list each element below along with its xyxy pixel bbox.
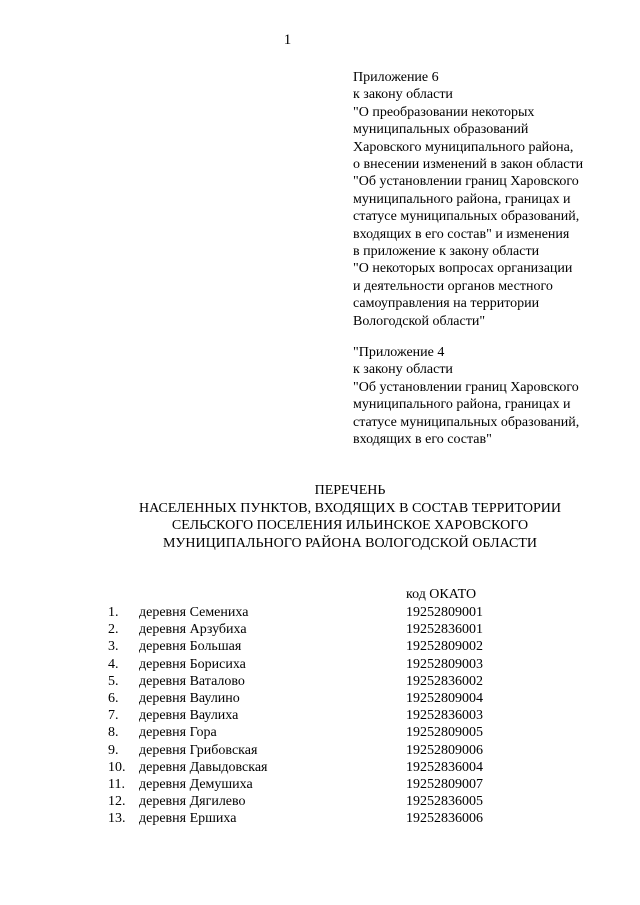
item-name: деревня Ершиха (139, 811, 237, 827)
item-number: 5. (108, 673, 119, 689)
annex-line: к закону области (353, 362, 453, 378)
item-okato-code: 19252836001 (406, 622, 483, 638)
item-okato-code: 19252809003 (406, 656, 483, 672)
item-name: деревня Давыдовская (139, 759, 268, 775)
item-number: 2. (108, 622, 119, 638)
document-title (60, 482, 640, 552)
item-number: 13. (108, 811, 126, 827)
annex-line: муниципальных образований (353, 122, 529, 138)
item-number: 1. (108, 605, 119, 620)
annex-line: статусе муниципальных образований, (353, 414, 580, 430)
list-item (0, 656, 640, 673)
item-okato-code: 19252836002 (406, 673, 483, 689)
item-number: 6. (108, 690, 119, 706)
item-okato-code: 19252836005 (406, 794, 483, 810)
item-name: деревня Борисиха (139, 656, 246, 672)
settlement-rows (0, 604, 640, 827)
annex-4-header (353, 344, 623, 448)
item-okato-code: 19252809001 (406, 605, 483, 620)
annex-line: входящих в его состав" и изменения (353, 226, 570, 242)
item-okato-code: 19252836006 (406, 811, 483, 827)
item-okato-code: 19252809006 (406, 742, 483, 758)
list-item (0, 707, 640, 724)
annex-line: в приложение к закону области (353, 244, 540, 260)
item-okato-code: 19252836003 (406, 708, 483, 724)
item-okato-code: 19252809004 (406, 690, 483, 706)
list-item (0, 621, 640, 638)
annex-line: Приложение 6 (353, 70, 439, 85)
annex-line: Вологодской области" (353, 313, 486, 329)
item-okato-code: 19252809002 (406, 639, 483, 655)
item-name: деревня Грибовская (139, 742, 258, 758)
item-number: 11. (108, 776, 125, 792)
annex-6-header (353, 69, 623, 330)
item-okato-code: 19252809007 (406, 776, 483, 792)
item-name: деревня Гора (139, 725, 217, 741)
annex-line: о внесении изменений в закон области (353, 157, 584, 173)
okato-code-header: код ОКАТО (406, 587, 477, 602)
item-number: 12. (108, 794, 126, 810)
annex-line: входящих в его состав" (353, 432, 492, 448)
list-item (0, 742, 640, 759)
page-number: 1 (283, 32, 292, 48)
item-number: 10. (108, 759, 126, 775)
annex-line: муниципального района, границах и (353, 191, 571, 207)
item-name: деревня Большая (139, 639, 242, 655)
item-number: 4. (108, 656, 119, 672)
annex-line: "Об установлении границ Харовского (353, 379, 579, 395)
list-item (0, 604, 640, 621)
item-name: деревня Дягилево (139, 794, 246, 810)
list-item (0, 759, 640, 776)
list-item (0, 673, 640, 690)
title-line: НАСЕЛЕННЫХ ПУНКТОВ, ВХОДЯЩИХ В СОСТАВ ТЕРРИТОРИИ (138, 500, 561, 516)
annex-line: "О некоторых вопросах организации (353, 261, 573, 277)
item-number: 3. (108, 639, 119, 655)
list-item (0, 793, 640, 810)
item-number: 8. (108, 725, 119, 741)
item-name: деревня Семениха (139, 605, 249, 620)
annex-line: "Приложение 4 (353, 345, 445, 360)
list-item (0, 724, 640, 741)
item-name: деревня Ваулино (139, 690, 240, 706)
item-name: деревня Демушиха (139, 776, 253, 792)
list-item (0, 810, 640, 827)
item-number: 9. (108, 742, 119, 758)
item-name: деревня Ваталово (139, 673, 245, 689)
list-item (0, 776, 640, 793)
list-item (0, 638, 640, 655)
title-line: СЕЛЬСКОГО ПОСЕЛЕНИЯ ИЛЬИНСКОЕ ХАРОВСКОГО (171, 518, 529, 533)
annex-line: "О преобразовании некоторых (353, 104, 535, 120)
title-line: ПЕРЕЧЕНЬ (314, 483, 386, 498)
item-name: деревня Ваулиха (139, 708, 239, 724)
annex-line: "Об установлении границ Харовского (353, 174, 579, 190)
annex-line: Харовского муниципального района, (353, 139, 574, 155)
annex-line: самоуправления на территории (353, 296, 540, 312)
annex-line: к закону области (353, 87, 453, 103)
item-name: деревня Арзубиха (139, 622, 247, 638)
item-number: 7. (108, 708, 119, 724)
list-item (0, 690, 640, 707)
title-line: МУНИЦИПАЛЬНОГО РАЙОНА ВОЛОГОДСКОЙ ОБЛАСТИ (162, 535, 537, 551)
item-okato-code: 19252836004 (406, 759, 483, 775)
annex-line: и деятельности органов местного (353, 278, 553, 294)
item-okato-code: 19252809005 (406, 725, 483, 741)
annex-line: статусе муниципальных образований, (353, 209, 580, 225)
annex-line: муниципального района, границах и (353, 397, 571, 413)
